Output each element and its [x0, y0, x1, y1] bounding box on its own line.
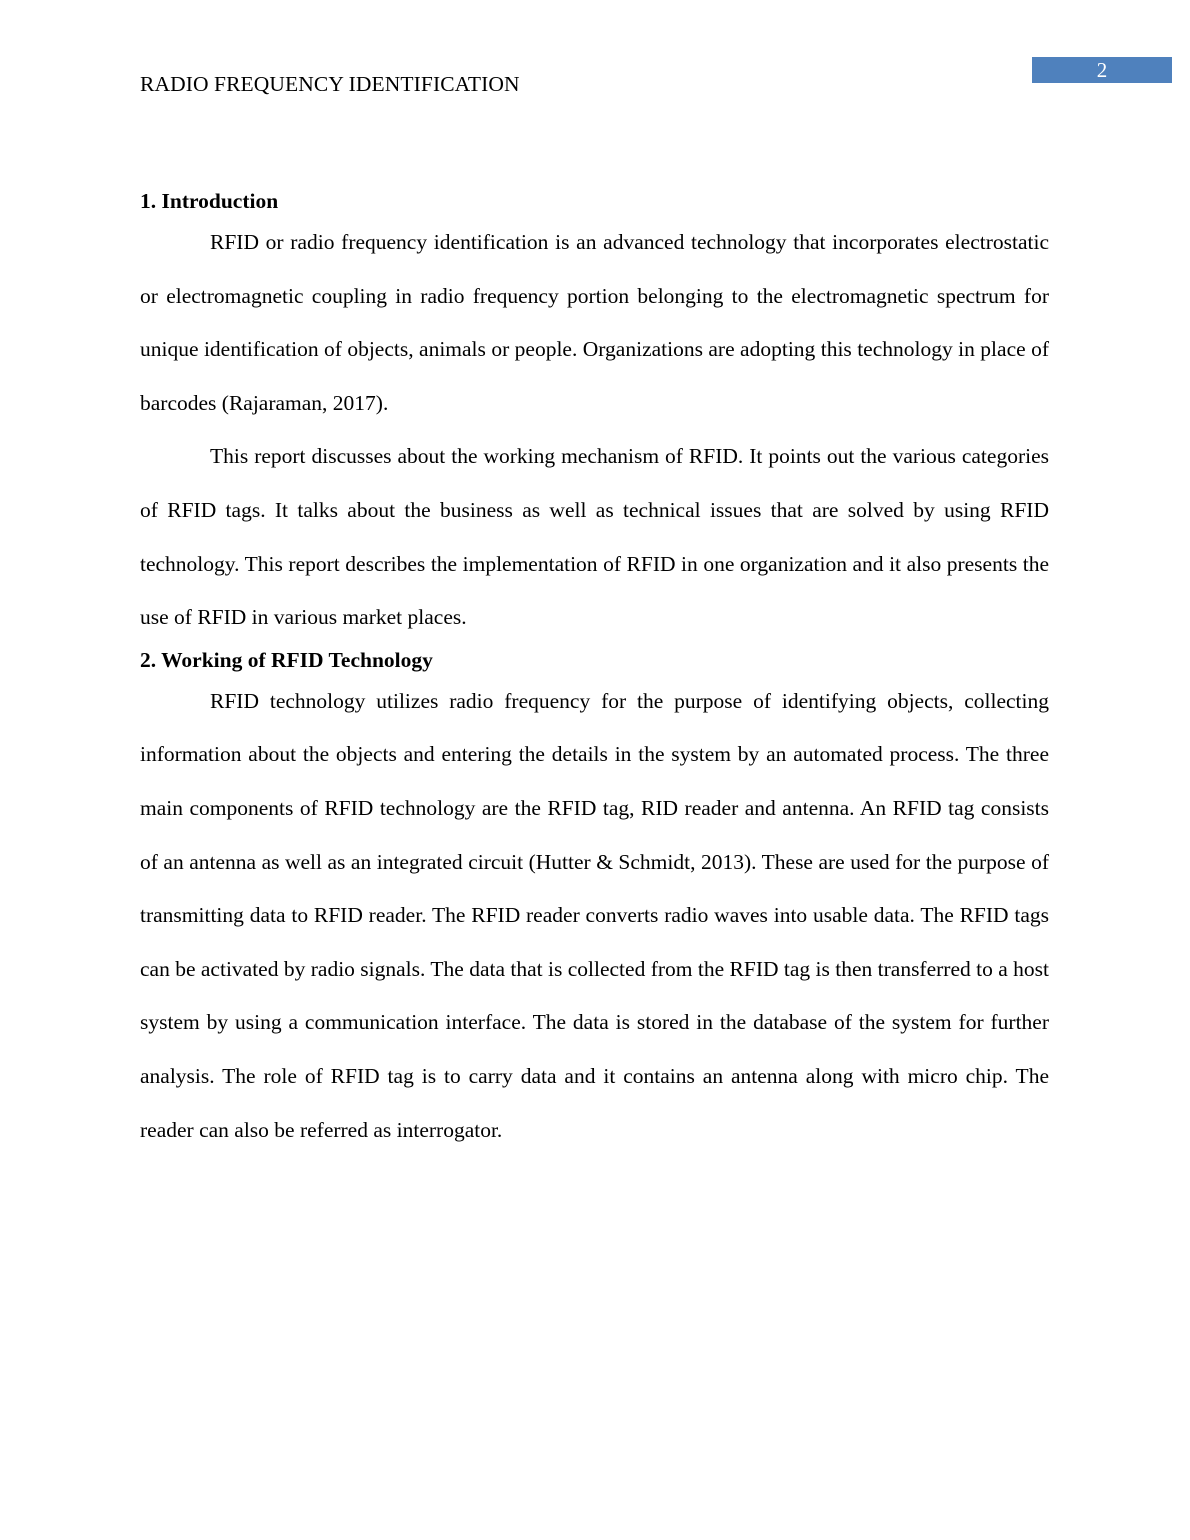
- document-body: [140, 186, 1049, 1157]
- section-heading-introduction: 1. Introduction: [140, 189, 279, 213]
- working-paragraph-1: RFID technology utilizes radio frequency for the purpose of identifying objects, collecting information about the objects and entering the details in the system by an automated process. The three main components of RFID technology are the RFID tag, RID reader and antenna. An RFID tag consists of an antenna as well as an integrated circuit (Hutter & Schmidt, 2013). These are used for the purpose of transmitting data to RFID reader. The RFID reader converts radio waves into usable data. The RFID tags can be activated by radio signals. The data that is collected from the RFID tag is then transferred to a host system by using a communication interface. The data is stored in the database of the system for further analysis. The role of RFID tag is to carry data and it contains an antenna along with micro chip. The reader can also be referred as interrogator.: [140, 688, 1049, 1142]
- page-number-badge: 2: [1032, 57, 1172, 83]
- introduction-paragraph-2: This report discusses about the working mechanism of RFID. It points out the various categories of RFID tags. It talks about the business as well as technical issues that are solved by using RFID technology. This report describes the implementation of RFID in one organization and it also presents the use of RFID in various market places.: [140, 444, 1049, 630]
- running-head: RADIO FREQUENCY IDENTIFICATION: [140, 72, 520, 96]
- section-heading-working-of-rfid: 2. Working of RFID Technology: [140, 647, 433, 672]
- introduction-paragraph-1: RFID or radio frequency identification is an advanced technology that incorporates electrostatic or electromagnetic coupling in radio frequency portion belonging to the electromagnetic spectrum for unique identification of objects, animals or people. Organizations are adopting this technology in place of barcodes (Rajaraman, 2017).: [140, 230, 1049, 415]
